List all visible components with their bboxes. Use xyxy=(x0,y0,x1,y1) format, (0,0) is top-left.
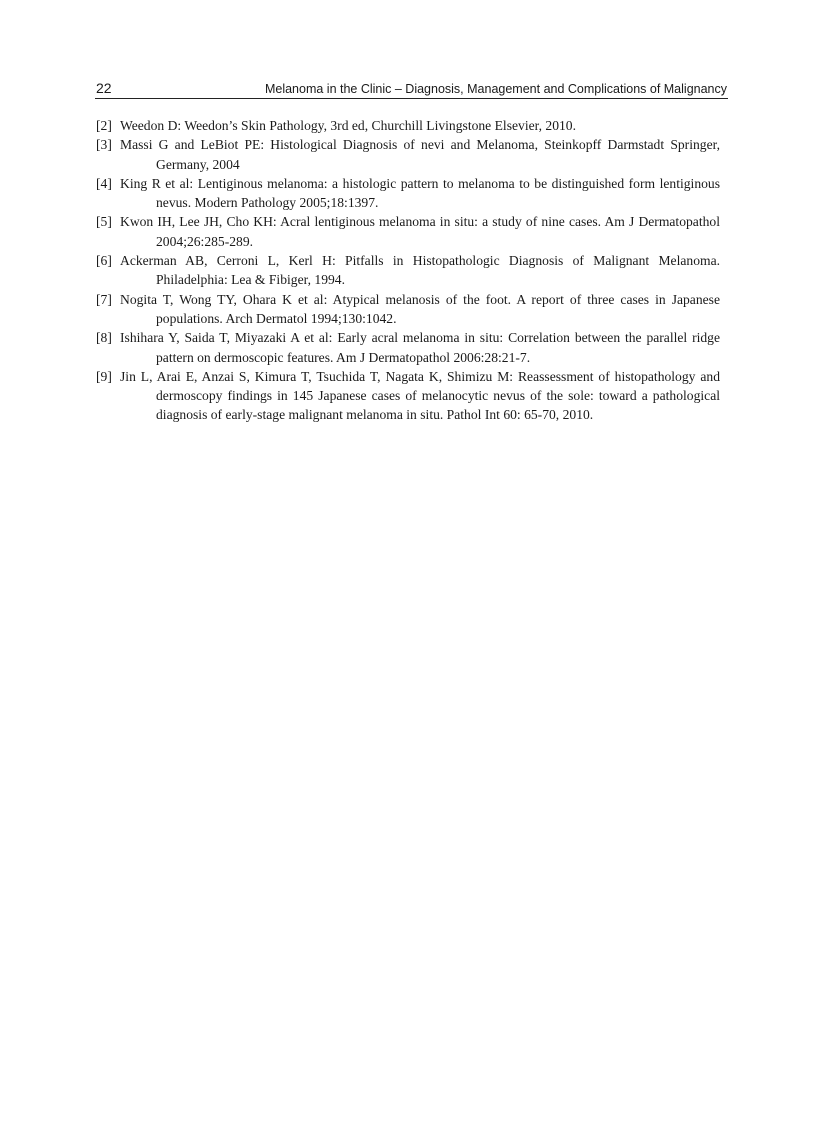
reference-text: Ishihara Y, Saida T, Miyazaki A et al: Early acral melanoma in situ: Correlation between the parallel ridge pattern on dermoscopic features. Am J Dermatopathol 2006:28:21-7. xyxy=(120,330,720,365)
reference-text: Ackerman AB, Cerroni L, Kerl H: Pitfalls in Histopathologic Diagnosis of Malignant Melanoma. Philadelphia: Lea & Fibiger, 1994. xyxy=(120,253,720,288)
reference-item xyxy=(96,251,720,290)
reference-number: [7] xyxy=(96,291,112,307)
reference-list xyxy=(96,116,720,425)
reference-item xyxy=(96,135,720,174)
reference-item xyxy=(96,367,720,425)
reference-text: Kwon IH, Lee JH, Cho KH: Acral lentiginous melanoma in situ: a study of nine cases. Am J Dermatopathol 2004;26:285-289. xyxy=(120,214,720,249)
reference-number: [9] xyxy=(96,368,112,384)
reference-text: Jin L, Arai E, Anzai S, Kimura T, Tsuchida T, Nagata K, Shimizu M: Reassessment of histopathology and dermoscopy findings in 145 Japanese cases of melanocytic nevus of the sole: toward a pathological diagnosis of early-stage malignant melanoma in situ. Pathol Int 60: 65-70, 2010. xyxy=(120,368,720,423)
reference-number: [6] xyxy=(96,253,112,269)
reference-text: King R et al: Lentiginous melanoma: a histologic pattern to melanoma to be distinguished form lentiginous nevus. Modern Pathology 2005;18:1397. xyxy=(120,175,720,211)
reference-item xyxy=(96,174,720,213)
reference-item xyxy=(96,116,720,135)
reference-number: [5] xyxy=(96,214,112,230)
reference-number: [3] xyxy=(96,137,112,153)
reference-item xyxy=(96,290,720,329)
reference-item xyxy=(96,212,720,251)
reference-text: Weedon D: Weedon’s Skin Pathology, 3rd ed, Churchill Livingstone Elsevier, 2010. xyxy=(120,118,576,133)
reference-item xyxy=(96,328,720,367)
page-number: 22 xyxy=(96,80,112,96)
reference-number: [8] xyxy=(96,330,112,346)
reference-number: [2] xyxy=(96,118,112,133)
page-header xyxy=(95,80,728,99)
reference-text: Nogita T, Wong TY, Ohara K et al: Atypical melanosis of the foot. A report of three cases in Japanese populations. Arch Dermatol 1994;130:1042. xyxy=(120,291,720,326)
reference-number: [4] xyxy=(96,175,112,191)
running-title: Melanoma in the Clinic – Diagnosis, Management and Complications of Malignancy xyxy=(264,82,727,96)
reference-text: Massi G and LeBiot PE: Histological Diagnosis of nevi and Melanoma, Steinkopff Darmstadt Springer, Germany, 2004 xyxy=(120,137,720,172)
